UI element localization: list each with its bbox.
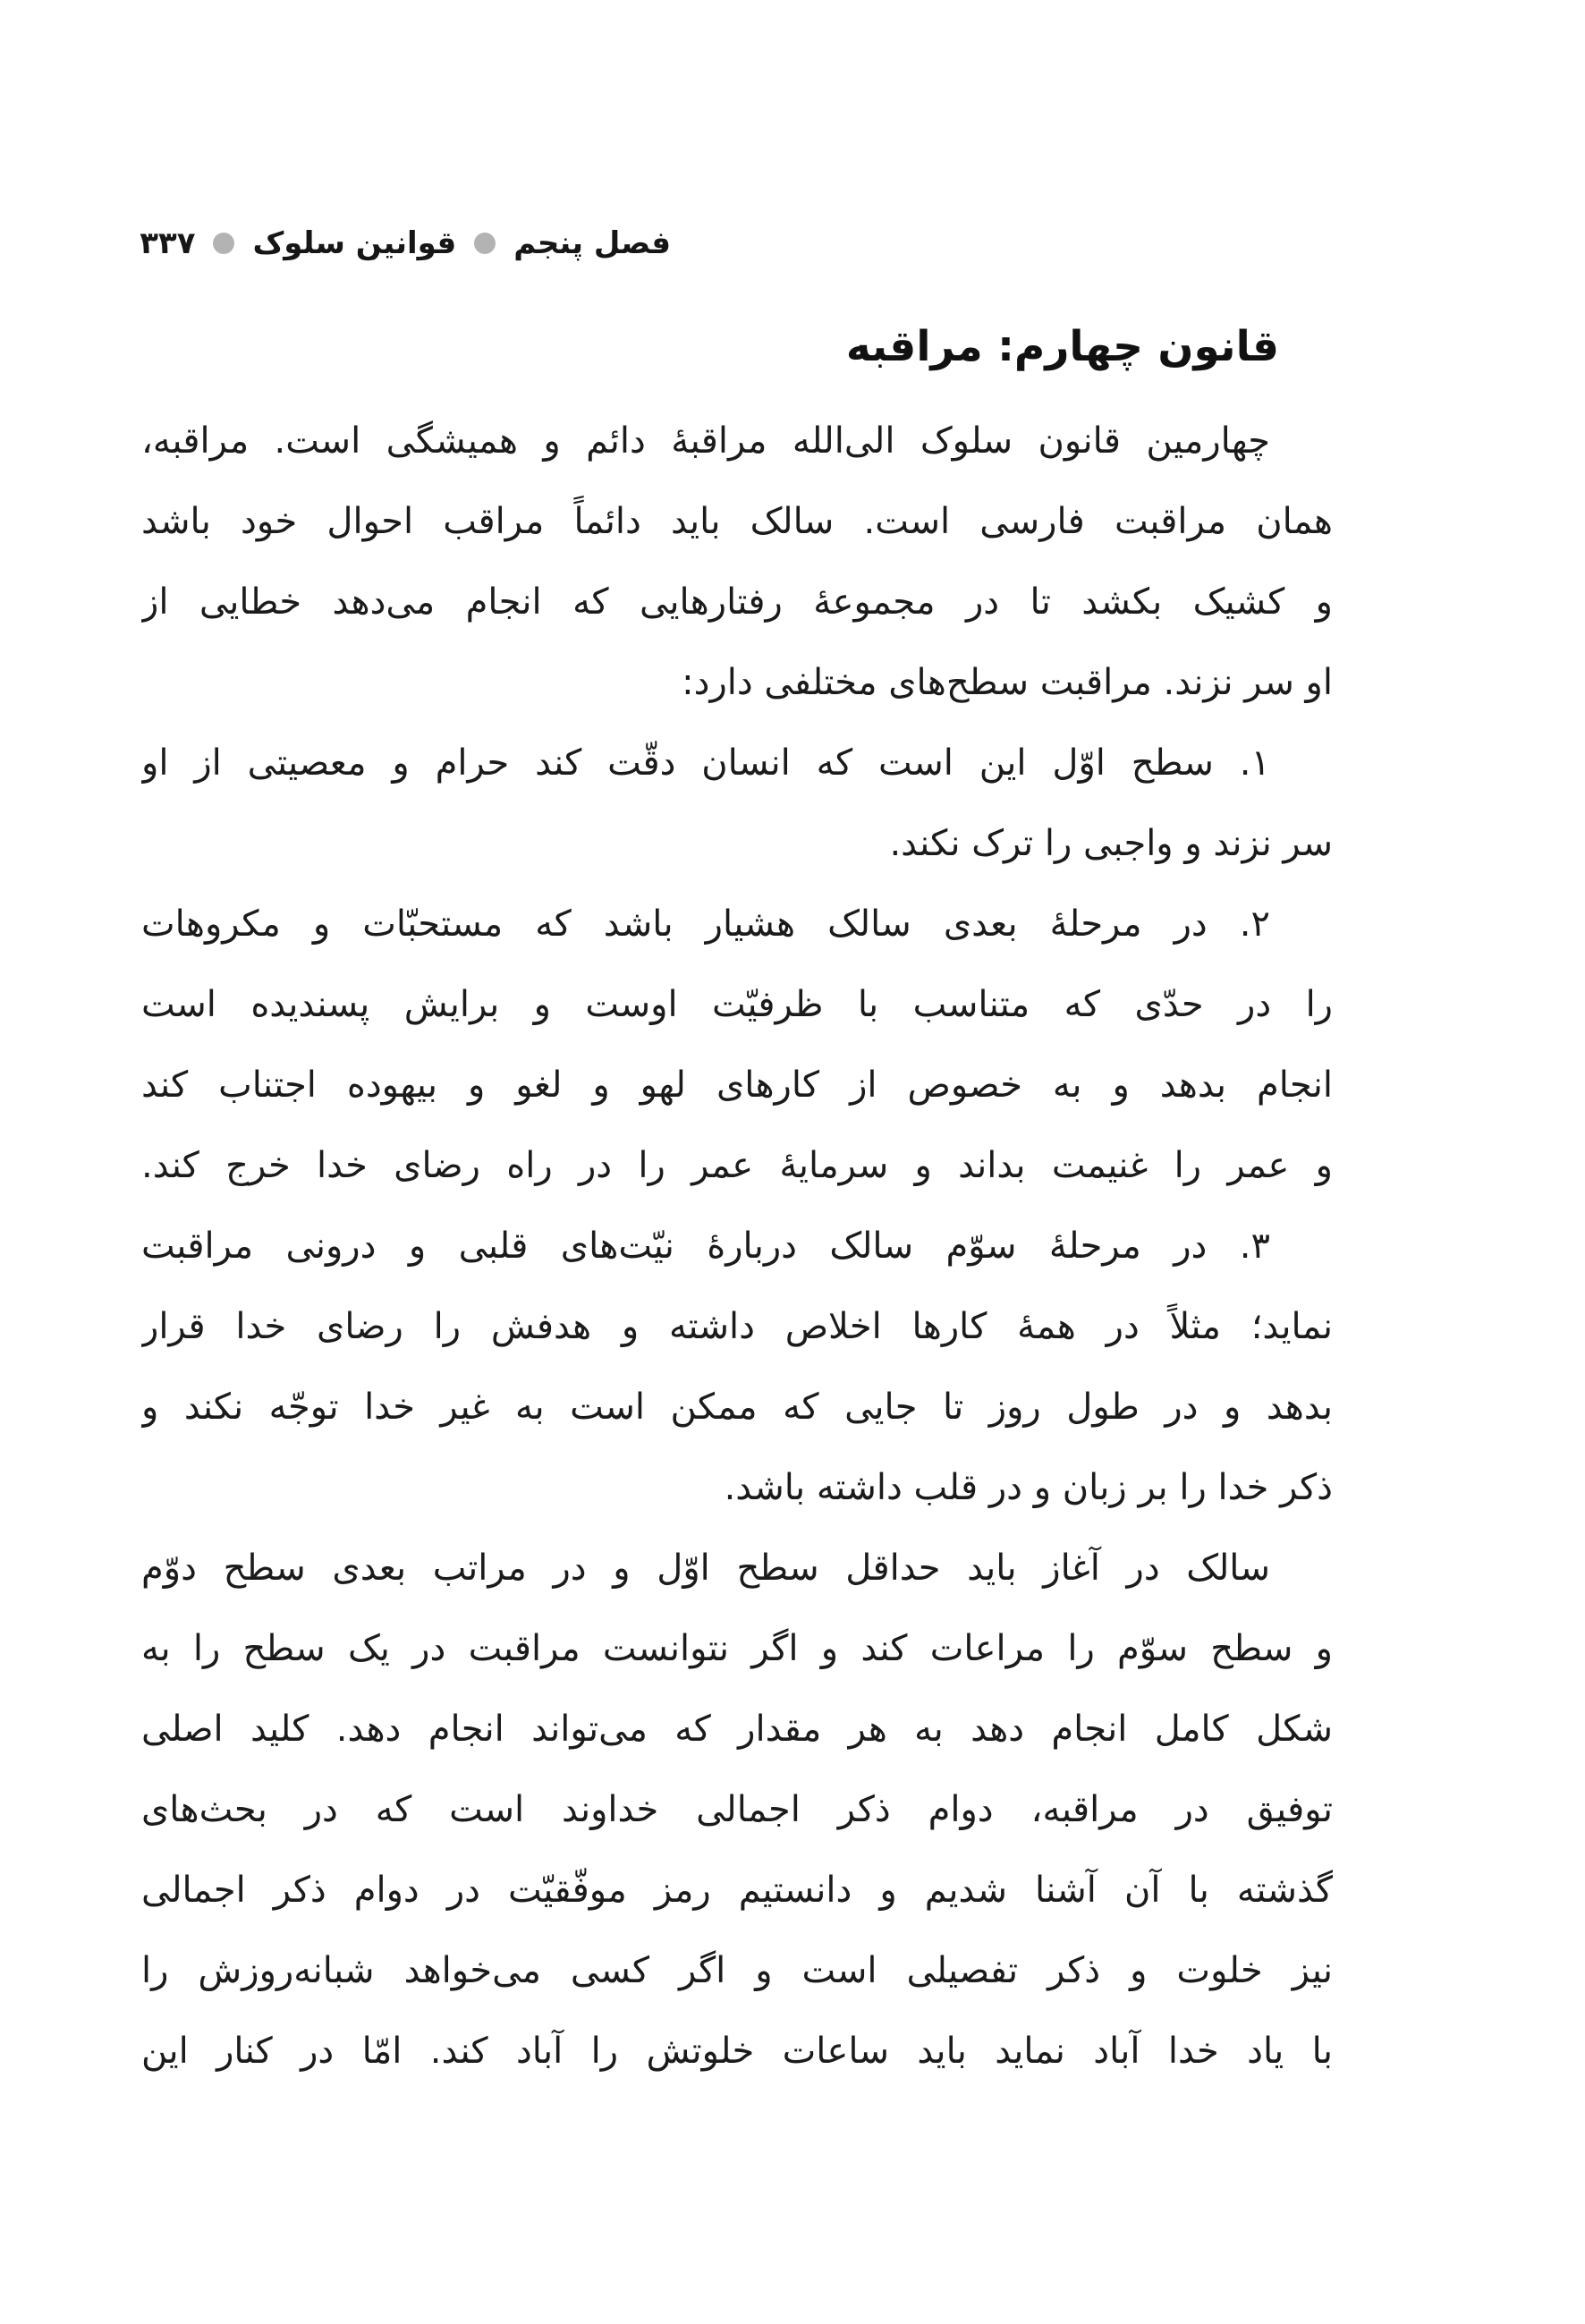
separator-dot-icon [474, 233, 496, 254]
text-line: سالک در آغاز باید حداقل سطح اوّل و در مراتب بعدی سطح دوّم [141, 1548, 1270, 1589]
text-line: چهارمین قانون سلوک الی‌الله مراقبهٔ دائم و همیشگی است. مراقبه، [141, 420, 1270, 462]
text-line: او سر نزند. مراقبت سطح‌های مختلفی دارد: [682, 662, 1333, 703]
text-line: ۳. در مرحلهٔ سوّم سالک دربارهٔ نیّت‌های قلبی و درونی مراقبت [141, 1226, 1270, 1267]
section-heading: قانون چهارم: مراقبه [845, 322, 1279, 371]
text-line: انجام بدهد و به خصوص از کارهای لهو و لغو و بیهوده اجتناب کند [141, 1064, 1333, 1106]
text-line: ۱. سطح اوّل این است که انسان دقّت کند حرام و معصیتی از او [141, 742, 1270, 784]
text-line: با یاد خدا آباد نماید باید ساعات خلوتش را آباد کند. امّا در کنار این [141, 2031, 1333, 2072]
text-line: نیز خلوت و ذکر تفصیلی است و اگر کسی می‌خواهد شبانه‌روزش را [141, 1950, 1333, 1991]
page-number: ۳۳۷ [140, 225, 196, 261]
text-line: سر نزند و واجبی را ترک نکند. [889, 823, 1333, 864]
text-line: ذکر خدا را بر زبان و در قلب داشته باشد. [724, 1467, 1333, 1508]
text-line: توفیق در مراقبه، دوام ذکر اجمالی خداوند است که در بحث‌های [141, 1789, 1333, 1830]
running-header [140, 225, 671, 261]
separator-dot-icon [213, 233, 234, 254]
text-line: و عمر را غنیمت بداند و سرمایهٔ عمر را در راه رضای خدا خرج کند. [141, 1145, 1333, 1186]
book-section-label: قوانین سلوک [252, 225, 457, 261]
text-line: نماید؛ مثلاً در همهٔ کارها اخلاص داشته و هدفش را رضای خدا قرار [141, 1306, 1333, 1347]
text-line: گذشته با آن آشنا شدیم و دانستیم رمز موفّقیّت در دوام ذکر اجمالی [141, 1870, 1333, 1911]
text-line: بدهد و در طول روز تا جایی که ممکن است به غیر خدا توجّه نکند و [141, 1387, 1333, 1428]
text-line: شکل کامل انجام دهد به هر مقدار که می‌تواند انجام دهد. کلید اصلی [141, 1709, 1333, 1750]
text-line: و کشیک بکشد تا در مجموعهٔ رفتارهایی که انجام می‌دهد خطایی از [141, 581, 1333, 623]
text-line: و سطح سوّم را مراعات کند و اگر نتوانست مراقبت در یک سطح را به [141, 1628, 1333, 1669]
body-text [141, 401, 1333, 2091]
chapter-label: فصل پنجم [513, 225, 671, 261]
text-line: را در حدّی که متناسب با ظرفیّت اوست و برایش پسندیده است [141, 984, 1333, 1025]
text-line: ۲. در مرحلهٔ بعدی سالک هشیار باشد که مستحبّات و مکروهات [141, 903, 1270, 945]
text-line: همان مراقبت فارسی است. سالک باید دائماً مراقب احوال خود باشد [141, 501, 1333, 542]
